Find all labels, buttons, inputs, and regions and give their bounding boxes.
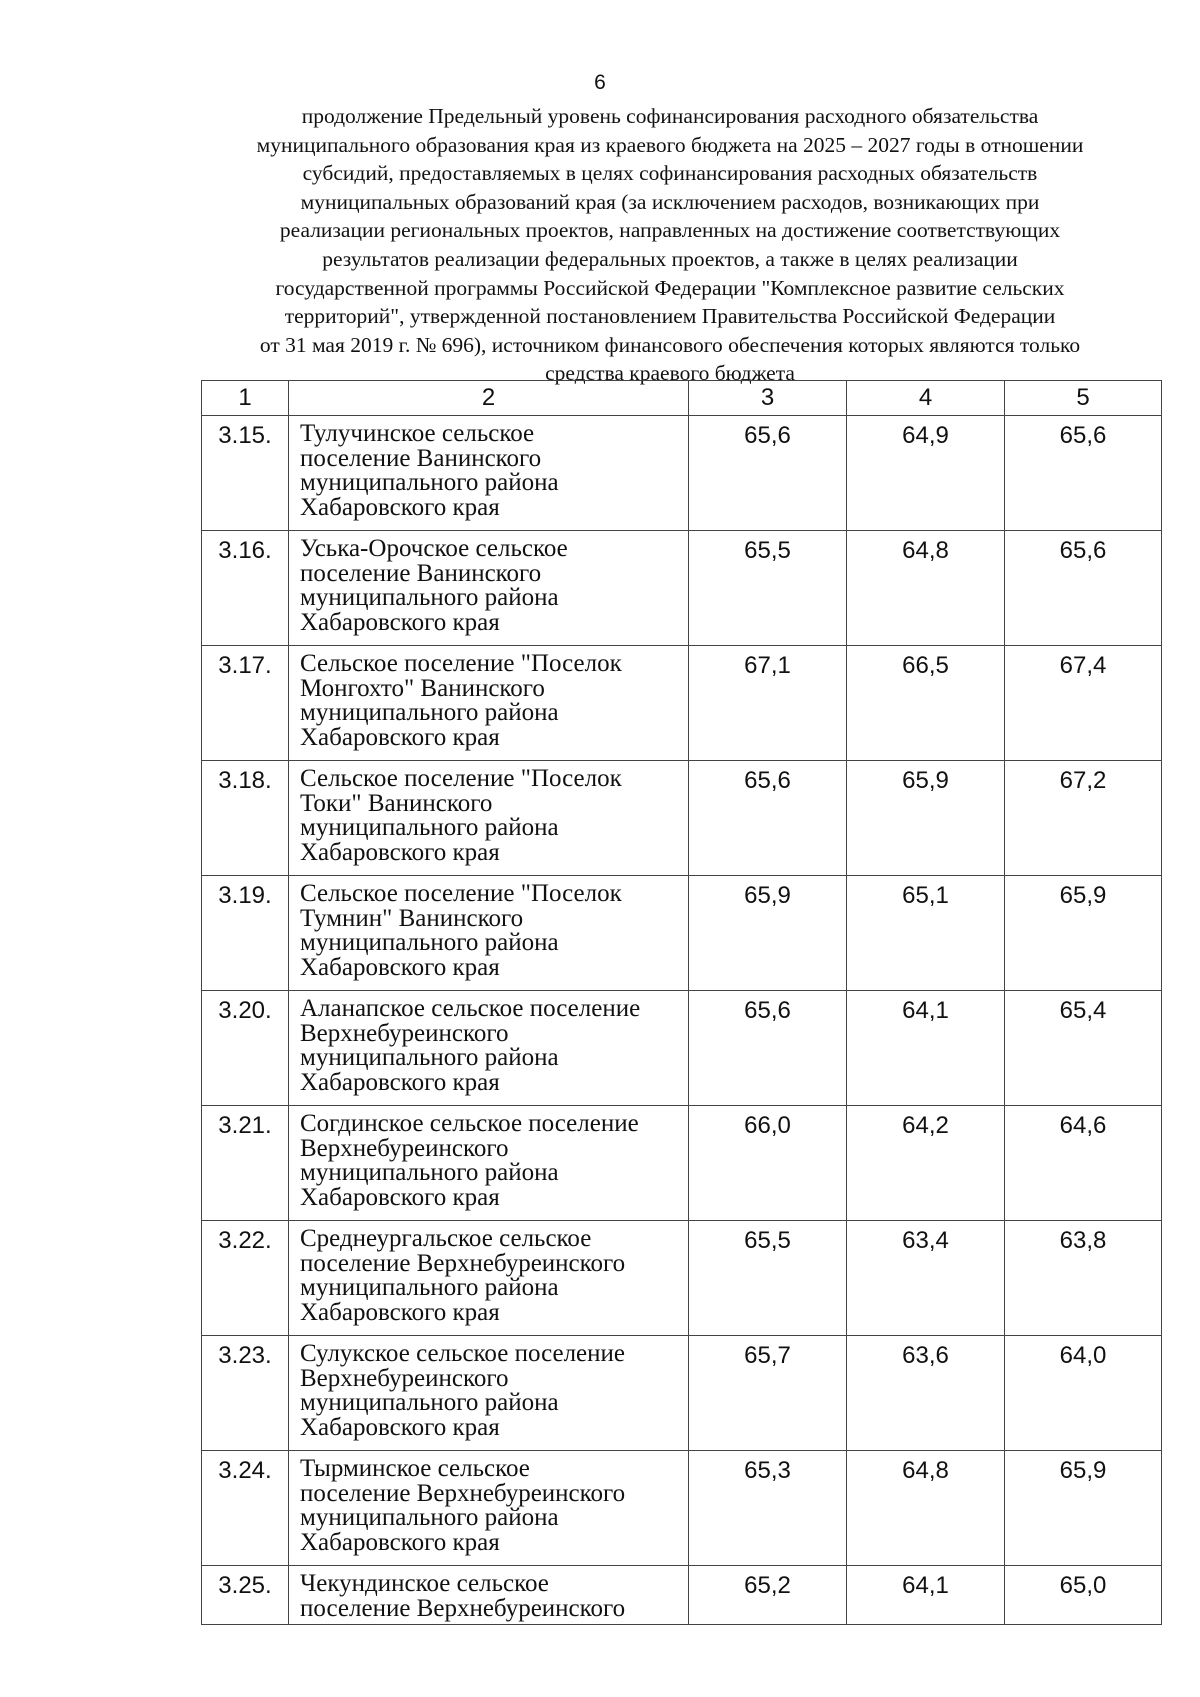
table-row [202, 1221, 1162, 1336]
name-line: Сельское поселение "Поселок [300, 650, 622, 677]
value-2027: 64,6 [1005, 1106, 1162, 1221]
municipality-name [289, 991, 689, 1106]
table-row [202, 1336, 1162, 1451]
value-2025: 65,6 [689, 416, 847, 531]
value-2025: 65,5 [689, 1221, 847, 1336]
name-line: муниципального района [300, 469, 559, 496]
value-2026: 63,6 [847, 1336, 1005, 1451]
name-line: Тумнин" Ванинского [300, 904, 524, 932]
name-line: Хабаровского края [300, 1298, 500, 1326]
table-row [202, 1106, 1162, 1221]
page-number: 6 [594, 71, 606, 94]
name-line: Токи" Ванинского [300, 789, 493, 817]
name-line: муниципального района [300, 1274, 559, 1301]
row-number: 3.24. [202, 1451, 289, 1566]
row-number: 3.22. [202, 1221, 289, 1336]
row-number: 3.23. [202, 1336, 289, 1451]
column-header: 1 [202, 381, 289, 416]
name-line: Верхнебуреинского [300, 1134, 509, 1162]
table-header-row [202, 381, 1162, 416]
name-line: муниципального района [300, 1504, 559, 1531]
municipality-name [289, 531, 689, 646]
name-line: Согдинское сельское поселение [300, 1110, 639, 1137]
name-line: Хабаровского края [300, 838, 500, 866]
heading-line: муниципальных образований края (за исключением расходов, возникающих при [300, 189, 1040, 214]
name-line: муниципального района [300, 1159, 559, 1186]
name-line: Хабаровского края [300, 1068, 500, 1096]
cofinancing-table [201, 380, 1162, 1625]
value-2025: 67,1 [689, 646, 847, 761]
name-line: Уська-Орочское сельское [300, 535, 568, 562]
value-2026: 64,2 [847, 1106, 1005, 1221]
row-number: 3.21. [202, 1106, 289, 1221]
table-row [202, 876, 1162, 991]
row-number: 3.15. [202, 416, 289, 531]
value-2025: 65,5 [689, 531, 847, 646]
municipality-name [289, 1221, 689, 1336]
name-line: Монгохто" Ванинского [300, 674, 545, 702]
heading-line: результатов реализации федеральных проектов, а также в целях реализации [322, 246, 1018, 271]
table-row [202, 531, 1162, 646]
table-row [202, 1566, 1162, 1625]
name-line: Сельское поселение "Поселок [300, 880, 622, 907]
value-2025: 65,6 [689, 991, 847, 1106]
value-2026: 64,8 [847, 1451, 1005, 1566]
name-line: муниципального района [300, 1389, 559, 1416]
name-line: Сельское поселение "Поселок [300, 765, 622, 792]
row-number: 3.17. [202, 646, 289, 761]
name-line: Верхнебуреинского [300, 1364, 509, 1392]
value-2027: 67,4 [1005, 646, 1162, 761]
name-line: Хабаровского края [300, 1413, 500, 1441]
value-2026: 64,8 [847, 531, 1005, 646]
value-2026: 64,1 [847, 991, 1005, 1106]
value-2027: 65,9 [1005, 876, 1162, 991]
name-line: поселение Ванинского [300, 559, 542, 587]
value-2025: 66,0 [689, 1106, 847, 1221]
name-line: муниципального района [300, 929, 559, 956]
value-2026: 63,4 [847, 1221, 1005, 1336]
value-2025: 65,9 [689, 876, 847, 991]
name-line: муниципального района [300, 1044, 559, 1071]
municipality-name [289, 876, 689, 991]
municipality-name [289, 1106, 689, 1221]
name-line: муниципального района [300, 584, 559, 611]
value-2027: 65,6 [1005, 531, 1162, 646]
name-line: Среднеургальское сельское [300, 1225, 592, 1252]
name-line: поселение Верхнебуреинского [300, 1249, 626, 1277]
value-2027: 65,0 [1005, 1566, 1162, 1625]
name-line: поселение Верхнебуреинского [300, 1594, 626, 1622]
name-line: Тулучинское сельское [300, 420, 535, 447]
table-row [202, 761, 1162, 876]
value-2027: 64,0 [1005, 1336, 1162, 1451]
name-line: Хабаровского края [300, 723, 500, 751]
value-2026: 65,9 [847, 761, 1005, 876]
name-line: Хабаровского края [300, 1183, 500, 1211]
name-line: Тырминское сельское [300, 1455, 530, 1482]
value-2025: 65,2 [689, 1566, 847, 1625]
table-row [202, 416, 1162, 531]
name-line: Хабаровского края [300, 953, 500, 981]
name-line: Хабаровского края [300, 1528, 500, 1556]
heading-line: средства краевого бюджета [545, 361, 795, 386]
value-2025: 65,7 [689, 1336, 847, 1451]
value-2027: 65,4 [1005, 991, 1162, 1106]
heading-line: продолжение Предельный уровень софинансирования расходного обязательства [301, 104, 1039, 128]
municipality-name [289, 1336, 689, 1451]
municipality-name [289, 761, 689, 876]
row-number: 3.18. [202, 761, 289, 876]
name-line: Верхнебуреинского [300, 1019, 509, 1047]
value-2027: 65,6 [1005, 416, 1162, 531]
municipality-name [289, 1566, 689, 1625]
municipality-name [289, 646, 689, 761]
value-2025: 65,6 [689, 761, 847, 876]
table-row [202, 991, 1162, 1106]
document-heading [190, 102, 1150, 388]
column-header: 4 [847, 381, 1005, 416]
column-header: 3 [689, 381, 847, 416]
column-header: 5 [1005, 381, 1162, 416]
value-2026: 66,5 [847, 646, 1005, 761]
municipality-name [289, 416, 689, 531]
name-line: Чекундинское сельское [300, 1570, 549, 1597]
row-number: 3.19. [202, 876, 289, 991]
value-2026: 65,1 [847, 876, 1005, 991]
municipality-name [289, 1451, 689, 1566]
value-2026: 64,1 [847, 1566, 1005, 1625]
name-line: Хабаровского края [300, 608, 500, 636]
name-line: поселение Верхнебуреинского [300, 1479, 626, 1507]
name-line: поселение Ванинского [300, 444, 542, 472]
table-row [202, 646, 1162, 761]
name-line: Хабаровского края [300, 493, 500, 521]
table-row [202, 1451, 1162, 1566]
value-2027: 67,2 [1005, 761, 1162, 876]
value-2026: 64,9 [847, 416, 1005, 531]
name-line: муниципального района [300, 814, 559, 841]
value-2027: 65,9 [1005, 1451, 1162, 1566]
heading-line: территорий", утвержденной постановлением Правительства Российской Федерации [284, 304, 1056, 329]
value-2027: 63,8 [1005, 1221, 1162, 1336]
name-line: муниципального района [300, 699, 559, 726]
row-number: 3.20. [202, 991, 289, 1106]
heading-line: субсидий, предоставляемых в целях софинансирования расходных обязательств [302, 161, 1038, 186]
value-2025: 65,3 [689, 1451, 847, 1566]
heading-line: государственной программы Российской Федерации "Комплексное развитие сельских [275, 275, 1065, 300]
heading-line: реализации региональных проектов, направленных на достижение соответствующих [279, 218, 1061, 243]
column-header: 2 [289, 381, 689, 416]
heading-line: от 31 мая 2019 г. № 696), источником финансового обеспечения которых являются только [259, 332, 1081, 357]
row-number: 3.25. [202, 1566, 289, 1625]
name-line: Аланапское сельское поселение [300, 995, 641, 1022]
name-line: Сулукское сельское поселение [300, 1340, 625, 1367]
row-number: 3.16. [202, 531, 289, 646]
heading-line: муниципального образования края из краевого бюджета на 2025 – 2027 годы в отношении [256, 132, 1084, 157]
